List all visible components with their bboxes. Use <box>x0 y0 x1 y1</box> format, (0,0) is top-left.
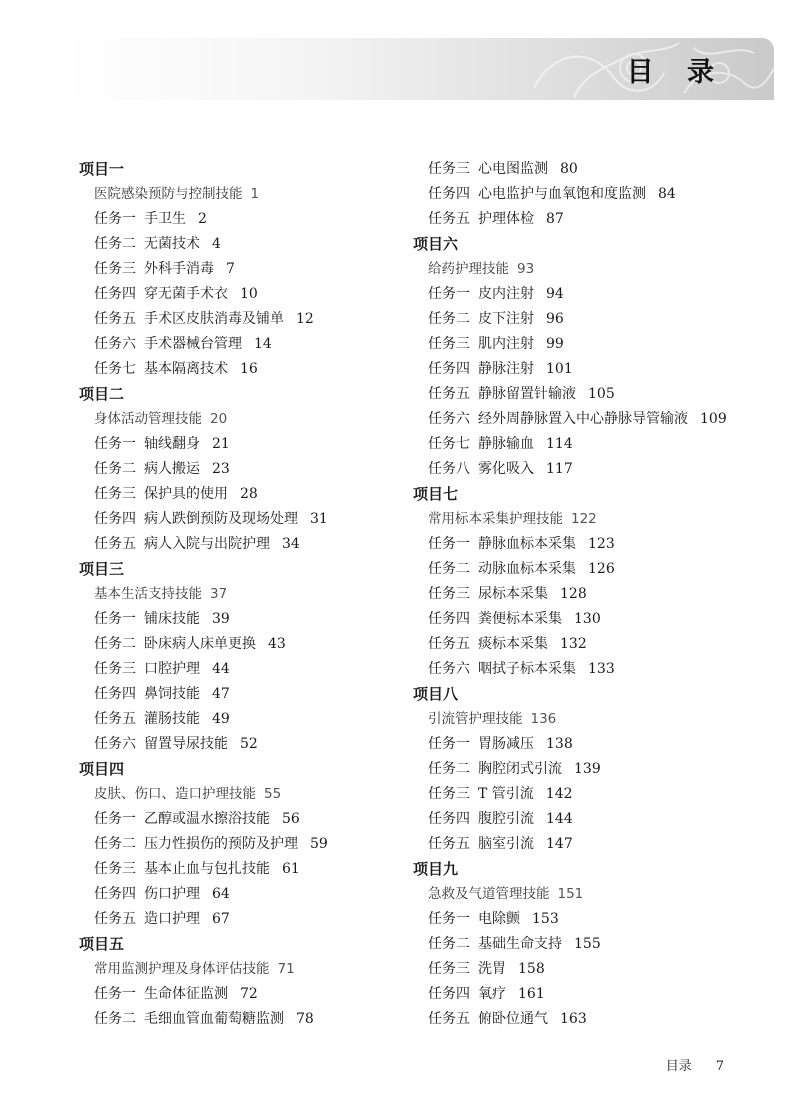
task-label: 任务三 <box>94 486 136 502</box>
skill-entry <box>79 957 409 982</box>
page-number: 72 <box>240 986 258 1002</box>
task-entry <box>413 182 743 207</box>
task-title: 皮下注射 <box>478 311 534 327</box>
task-label: 任务二 <box>94 1011 136 1027</box>
task-title: 电除颤 <box>478 911 520 927</box>
skill-entry <box>79 582 409 607</box>
task-label: 任务五 <box>428 1011 470 1027</box>
task-title: 外科手消毒 <box>144 261 214 277</box>
task-entry <box>79 532 409 557</box>
task-title: 心电监护与血氧饱和度监测 <box>478 186 646 202</box>
task-entry <box>413 332 743 357</box>
task-title: 静脉留置针输液 <box>478 386 576 402</box>
task-title: 手术区皮肤消毒及铺单 <box>144 311 284 327</box>
task-entry <box>79 982 409 1007</box>
page-number: 55 <box>264 786 282 802</box>
task-entry <box>79 682 409 707</box>
footer-page-number: 7 <box>715 1059 724 1074</box>
toc-left-column <box>79 157 409 1032</box>
task-title: 毛细血管血葡萄糖监测 <box>144 1011 284 1027</box>
skill-entry <box>413 707 743 732</box>
task-entry <box>79 907 409 932</box>
page-footer <box>666 1055 724 1074</box>
skill-entry <box>413 507 743 532</box>
task-entry <box>413 157 743 182</box>
task-label: 任务四 <box>428 186 470 202</box>
task-entry <box>79 482 409 507</box>
task-entry <box>413 832 743 857</box>
page-number: 43 <box>268 636 286 652</box>
task-entry <box>79 207 409 232</box>
page-number: 117 <box>546 461 573 477</box>
task-label: 任务六 <box>94 336 136 352</box>
task-label: 任务四 <box>428 361 470 377</box>
task-label: 任务五 <box>94 311 136 327</box>
task-label: 任务三 <box>94 861 136 877</box>
project-heading: 项目八 <box>413 685 459 703</box>
task-label: 任务三 <box>94 661 136 677</box>
task-title: 护理体检 <box>478 211 534 227</box>
task-title: 粪便标本采集 <box>478 611 562 627</box>
page-number: 93 <box>517 261 535 277</box>
page-number: 105 <box>588 386 615 402</box>
task-label: 任务三 <box>428 961 470 977</box>
task-title: 心电图监测 <box>478 161 548 177</box>
skill-entry <box>79 407 409 432</box>
page-number: 12 <box>296 311 314 327</box>
task-label: 任务八 <box>428 461 470 477</box>
task-label: 任务三 <box>428 336 470 352</box>
task-entry <box>413 357 743 382</box>
task-label: 任务五 <box>428 836 470 852</box>
task-entry <box>413 807 743 832</box>
task-entry <box>79 657 409 682</box>
task-entry <box>413 607 743 632</box>
page-number: 122 <box>571 511 597 527</box>
page-number: 80 <box>560 161 578 177</box>
page-number: 20 <box>210 411 228 427</box>
page-number: 34 <box>282 536 300 552</box>
page-number: 101 <box>546 361 573 377</box>
task-label: 任务二 <box>94 836 136 852</box>
task-label: 任务五 <box>428 211 470 227</box>
page-number: 130 <box>574 611 601 627</box>
task-entry <box>413 1007 743 1032</box>
task-label: 任务二 <box>94 461 136 477</box>
task-label: 任务四 <box>94 286 136 302</box>
skill-title: 常用标本采集护理技能 <box>428 511 563 527</box>
project-heading: 项目四 <box>79 760 125 778</box>
task-title: 留置导尿技能 <box>144 736 228 752</box>
task-title: 脑室引流 <box>478 836 534 852</box>
skill-title: 基本生活支持技能 <box>94 586 202 602</box>
page-number: 71 <box>277 961 295 977</box>
task-entry <box>413 582 743 607</box>
page-number: 136 <box>530 711 557 727</box>
task-entry <box>413 907 743 932</box>
task-entry <box>79 807 409 832</box>
task-entry <box>79 507 409 532</box>
task-entry <box>413 282 743 307</box>
task-label: 任务六 <box>94 736 136 752</box>
skill-title: 急救及气道管理技能 <box>428 886 550 902</box>
task-label: 任务二 <box>428 311 470 327</box>
page-title: 目 录 <box>626 57 726 88</box>
project-heading: 项目五 <box>79 935 125 953</box>
task-entry <box>79 732 409 757</box>
toc-right-column <box>413 157 743 1032</box>
task-title: 皮内注射 <box>478 286 534 302</box>
task-title: 尿标本采集 <box>478 586 548 602</box>
skill-entry <box>413 257 743 282</box>
skill-title: 医院感染预防与控制技能 <box>94 186 243 202</box>
task-title: 胃肠减压 <box>478 736 534 752</box>
task-label: 任务四 <box>94 686 136 702</box>
task-label: 任务四 <box>94 886 136 902</box>
task-entry <box>413 757 743 782</box>
task-entry <box>413 432 743 457</box>
task-label: 任务四 <box>428 811 470 827</box>
task-label: 任务二 <box>428 561 470 577</box>
task-entry <box>413 732 743 757</box>
skill-entry <box>413 882 743 907</box>
task-label: 任务二 <box>428 761 470 777</box>
skill-title: 引流管护理技能 <box>428 711 523 727</box>
page-number: 158 <box>518 961 545 977</box>
page-number: 52 <box>240 736 258 752</box>
page-number: 16 <box>240 361 258 377</box>
task-entry <box>413 532 743 557</box>
task-title: 无菌技术 <box>144 236 200 252</box>
page-number: 155 <box>574 936 601 952</box>
task-entry <box>79 332 409 357</box>
page-number: 99 <box>546 336 564 352</box>
page-number: 153 <box>532 911 559 927</box>
task-title: 雾化吸入 <box>478 461 534 477</box>
page-number: 128 <box>560 586 587 602</box>
task-title: 经外周静脉置入中心静脉导管输液 <box>478 411 688 427</box>
page-number: 138 <box>546 736 573 752</box>
task-label: 任务四 <box>428 611 470 627</box>
task-title: 胸腔闭式引流 <box>478 761 562 777</box>
task-entry <box>413 982 743 1007</box>
page-number: 31 <box>310 511 328 527</box>
page-number: 59 <box>310 836 328 852</box>
task-label: 任务一 <box>94 811 136 827</box>
task-entry <box>79 357 409 382</box>
page-number: 49 <box>212 711 230 727</box>
task-entry <box>413 382 743 407</box>
task-title: 压力性损伤的预防及护理 <box>144 836 298 852</box>
page-number: 94 <box>546 286 564 302</box>
task-entry <box>79 432 409 457</box>
page-number: 114 <box>546 436 573 452</box>
footer-label: 目录 <box>665 1059 692 1074</box>
page-number: 139 <box>574 761 601 777</box>
project-heading: 项目一 <box>79 160 125 178</box>
task-entry <box>413 307 743 332</box>
task-entry <box>79 307 409 332</box>
task-label: 任务五 <box>94 536 136 552</box>
page-number: 163 <box>560 1011 587 1027</box>
task-title: 口腔护理 <box>144 661 200 677</box>
task-title: 轴线翻身 <box>144 436 200 452</box>
page-number: 44 <box>212 661 230 677</box>
skill-entry <box>79 782 409 807</box>
task-title: 病人搬运 <box>144 461 200 477</box>
task-label: 任务四 <box>94 511 136 527</box>
page-number: 161 <box>518 986 545 1002</box>
task-title: 穿无菌手术衣 <box>144 286 228 302</box>
task-label: 任务七 <box>428 436 470 452</box>
task-title: 乙醇或温水擦浴技能 <box>144 811 270 827</box>
task-title: 基础生命支持 <box>478 936 562 952</box>
task-label: 任务一 <box>94 986 136 1002</box>
task-title: 病人入院与出院护理 <box>144 536 270 552</box>
task-label: 任务四 <box>428 986 470 1002</box>
task-label: 任务五 <box>428 636 470 652</box>
task-title: 静脉注射 <box>478 361 534 377</box>
page-number: 2 <box>198 211 207 227</box>
task-label: 任务一 <box>428 911 470 927</box>
task-title: 洗胃 <box>478 961 506 977</box>
task-label: 任务一 <box>94 211 136 227</box>
task-label: 任务一 <box>94 611 136 627</box>
skill-title: 给药护理技能 <box>428 261 509 277</box>
page-number: 123 <box>588 536 615 552</box>
task-entry <box>413 782 743 807</box>
task-label: 任务三 <box>94 261 136 277</box>
task-entry <box>413 657 743 682</box>
page-number: 7 <box>226 261 235 277</box>
task-label: 任务二 <box>428 936 470 952</box>
task-title: 痰标本采集 <box>478 636 548 652</box>
task-title: 咽拭子标本采集 <box>478 661 576 677</box>
task-title: 病人跌倒预防及现场处理 <box>144 511 298 527</box>
page-number: 23 <box>212 461 230 477</box>
page-number: 133 <box>588 661 615 677</box>
task-title: 基本隔离技术 <box>144 361 228 377</box>
task-label: 任务三 <box>428 161 470 177</box>
page-number: 47 <box>212 686 230 702</box>
skill-title: 皮肤、伤口、造口护理技能 <box>94 786 256 802</box>
task-label: 任务五 <box>428 386 470 402</box>
task-title: 造口护理 <box>144 911 200 927</box>
task-entry <box>79 857 409 882</box>
page-number: 64 <box>212 886 230 902</box>
page-number: 61 <box>282 861 300 877</box>
task-label: 任务三 <box>428 786 470 802</box>
page-number: 147 <box>546 836 573 852</box>
task-title: T 管引流 <box>478 786 534 802</box>
task-title: 氧疗 <box>478 986 506 1002</box>
project-heading: 项目二 <box>79 385 125 403</box>
task-entry <box>413 932 743 957</box>
task-title: 生命体征监测 <box>144 986 228 1002</box>
project-heading: 项目六 <box>413 235 459 253</box>
task-label: 任务五 <box>94 711 136 727</box>
task-entry <box>79 232 409 257</box>
task-title: 铺床技能 <box>144 611 200 627</box>
page-number: 132 <box>560 636 587 652</box>
task-entry <box>413 407 743 432</box>
task-label: 任务一 <box>428 536 470 552</box>
page-number: 144 <box>546 811 573 827</box>
task-entry <box>413 557 743 582</box>
task-title: 腹腔引流 <box>478 811 534 827</box>
task-title: 手术器械台管理 <box>144 336 242 352</box>
task-entry <box>79 457 409 482</box>
page-number: 56 <box>282 811 300 827</box>
task-entry <box>413 632 743 657</box>
task-label: 任务二 <box>94 236 136 252</box>
page-number: 37 <box>210 586 228 602</box>
task-title: 灌肠技能 <box>144 711 200 727</box>
skill-entry <box>79 182 409 207</box>
task-title: 伤口护理 <box>144 886 200 902</box>
page-number: 142 <box>545 786 573 802</box>
page-number: 67 <box>212 911 230 927</box>
page-number: 39 <box>212 611 230 627</box>
page-number: 28 <box>240 486 258 502</box>
page-number: 109 <box>700 411 727 427</box>
task-label: 任务一 <box>94 436 136 452</box>
task-title: 手卫生 <box>144 211 186 227</box>
project-heading: 项目九 <box>413 860 459 878</box>
project-heading: 项目三 <box>79 560 125 578</box>
task-title: 卧床病人床单更换 <box>144 636 256 652</box>
task-entry <box>79 257 409 282</box>
page-number: 4 <box>212 236 221 252</box>
page-number: 84 <box>658 186 676 202</box>
page-number: 14 <box>254 336 272 352</box>
task-entry <box>79 832 409 857</box>
skill-title: 常用监测护理及身体评估技能 <box>94 961 270 977</box>
project-heading: 项目七 <box>413 485 459 503</box>
task-entry <box>79 707 409 732</box>
task-label: 任务六 <box>428 411 470 427</box>
task-label: 任务五 <box>94 911 136 927</box>
page-number: 78 <box>296 1011 314 1027</box>
page-number: 10 <box>240 286 258 302</box>
task-entry <box>413 457 743 482</box>
page-number: 126 <box>588 561 615 577</box>
header-banner <box>66 38 774 100</box>
task-title: 肌内注射 <box>478 336 534 352</box>
task-label: 任务三 <box>428 586 470 602</box>
page-number: 151 <box>557 886 584 902</box>
task-title: 鼻饲技能 <box>144 686 200 702</box>
task-label: 任务一 <box>428 286 470 302</box>
task-title: 动脉血标本采集 <box>478 561 576 577</box>
task-entry <box>413 207 743 232</box>
task-label: 任务六 <box>428 661 470 677</box>
task-label: 任务二 <box>94 636 136 652</box>
task-entry <box>79 282 409 307</box>
page-number: 96 <box>546 311 564 327</box>
task-entry <box>79 607 409 632</box>
task-label: 任务一 <box>428 736 470 752</box>
task-label: 任务七 <box>94 361 136 377</box>
task-entry <box>79 632 409 657</box>
task-title: 保护具的使用 <box>144 486 228 502</box>
task-title: 俯卧位通气 <box>478 1011 548 1027</box>
task-title: 静脉输血 <box>478 436 534 452</box>
page-number: 87 <box>546 211 564 227</box>
task-entry <box>79 882 409 907</box>
task-title: 基本止血与包扎技能 <box>144 861 270 877</box>
skill-title: 身体活动管理技能 <box>94 411 202 427</box>
task-entry <box>79 1007 409 1032</box>
task-entry <box>413 957 743 982</box>
page-number: 1 <box>250 186 260 202</box>
page-number: 21 <box>212 436 230 452</box>
task-title: 静脉血标本采集 <box>478 536 576 552</box>
